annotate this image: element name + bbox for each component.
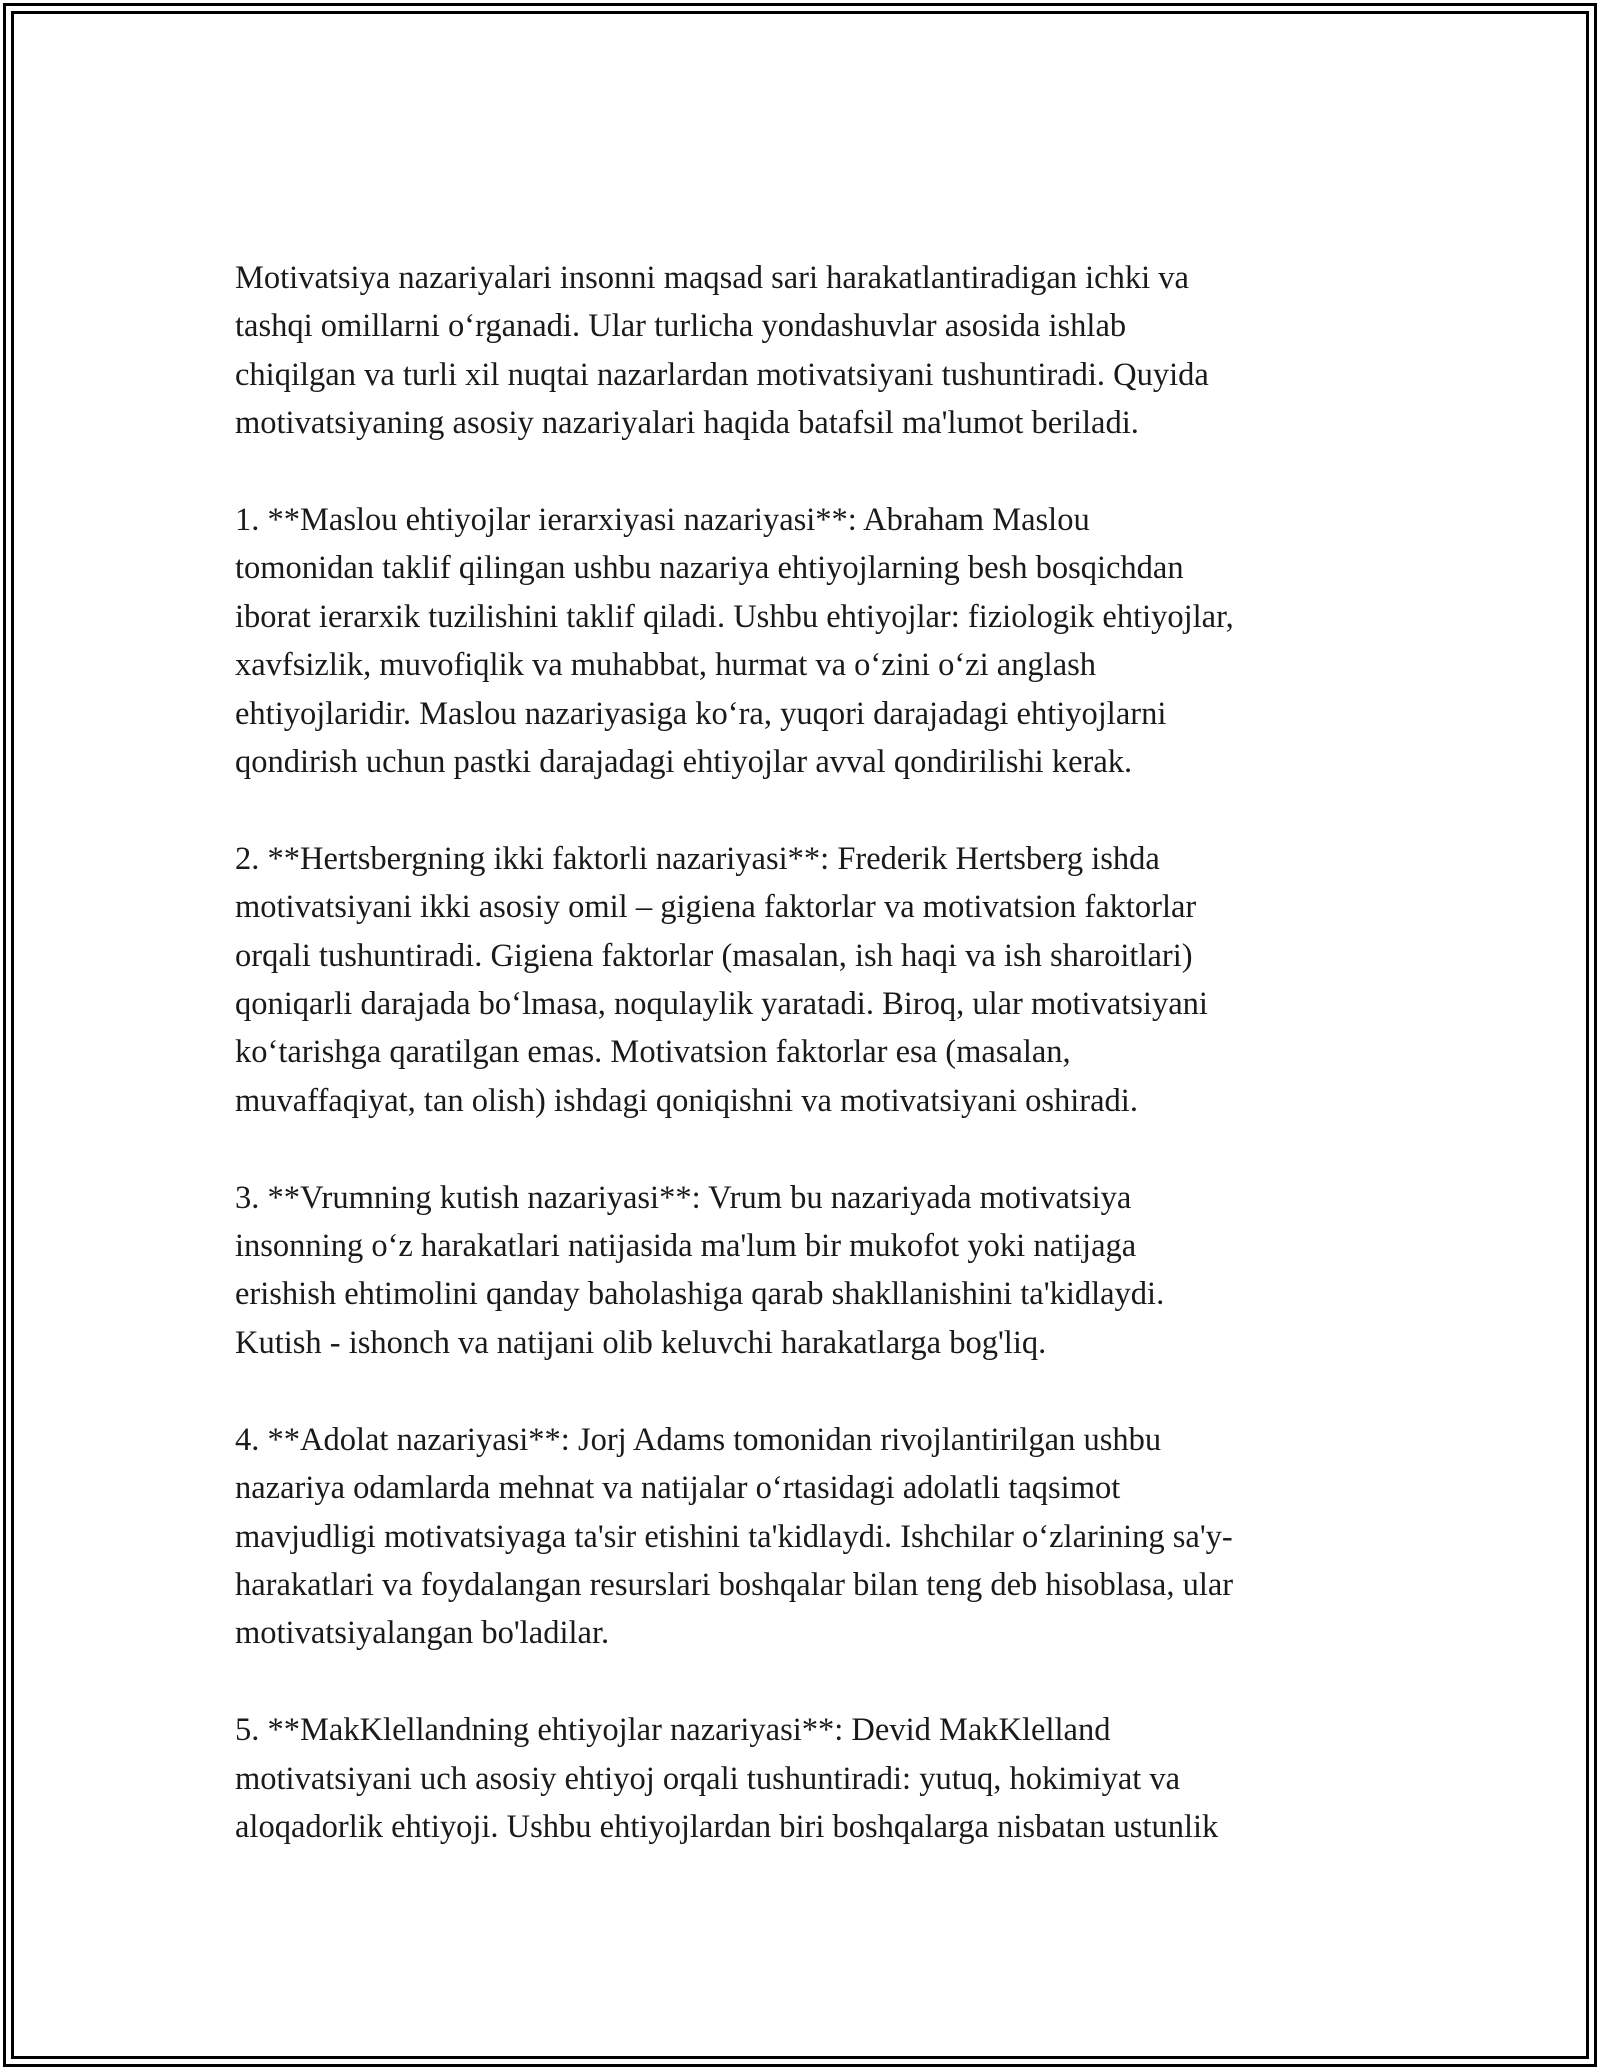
document-body (235, 254, 1395, 1851)
herzberg-paragraph: 2. **Hertsbergning ikki faktorli nazariyasi**: Frederik Hertsberg ishda motivatsiyani ikki asosiy omil – gigiena faktorlar va motivatsion faktorlar orqali tushuntiradi. Gigiena faktorlar (masalan, ish haqi va ish sharoitlari) qoniqarli darajada bo‘lmasa, noqulaylik yaratadi. Biroq, ular motivatsiyani ko‘tarishga qaratilgan emas. Motivatsion faktorlar esa (masalan, muvaffaqiyat, tan olish) ishdagi qoniqishni va motivatsiyani oshiradi. (235, 840, 1208, 1119)
adams-paragraph: 4. **Adolat nazariyasi**: Jorj Adams tomonidan rivojlantirilgan ushbu nazariya odamlarda mehnat va natijalar o‘rtasidagi adolatli taqsimot mavjudligi motivatsiyaga ta'sir etishini ta'kidlaydi. Ishchilar o‘zlarining sa'y- harakatlari va foydalangan resurslari boshqalar bilan teng deb hisoblasa, ular motivatsiyalangan bo'ladilar. (235, 1421, 1234, 1652)
vroom-paragraph: 3. **Vrumning kutish nazariyasi**: Vrum bu nazariyada motivatsiya insonning o‘z harakatlari natijasida ma'lum bir mukofot yoki natijaga erishish ehtimolini qanday baholashiga qarab shakllanishini ta'kidlaydi. Kutish - ishonch va natijani olib keluvchi harakatlarga bog'liq. (235, 1179, 1165, 1361)
mcclelland-paragraph: 5. **MakKlellandning ehtiyojlar nazariyasi**: Devid MakKlelland motivatsiyani uch asosiy ehtiyoj orqali tushuntiradi: yutuq, hokimiyat va aloqadorlik ehtiyoji. Ushbu ehtiyojlardan biri boshqalarga nisbatan ustunlik (235, 1712, 1219, 1845)
intro-paragraph: Motivatsiya nazariyalari insonni maqsad sari harakatlantiradigan ichki va tashqi omillarni o‘rganadi. Ular turlicha yondashuvlar asosida ishlab chiqilgan va turli xil nuqtai nazarlardan motivatsiyani tushuntiradi. Quyida motivatsiyaning asosiy nazariyalari haqida batafsil ma'lumot beriladi. (235, 260, 1209, 442)
maslow-paragraph: 1. **Maslou ehtiyojlar ierarxiyasi nazariyasi**: Abraham Maslou tomonidan taklif qilingan ushbu nazariya ehtiyojlarning besh bosqichdan iborat ierarxik tuzilishini taklif qiladi. Ushbu ehtiyojlar: fiziologik ehtiyojlar, xavfsizlik, muvofiqlik va muhabbat, hurmat va o‘zini o‘zi anglash ehtiyojlaridir. Maslou nazariyasiga ko‘ra, yuqori darajadagi ehtiyojlarni qondirish uchun pastki darajadagi ehtiyojlar avval qondirilishi kerak. (235, 502, 1234, 781)
